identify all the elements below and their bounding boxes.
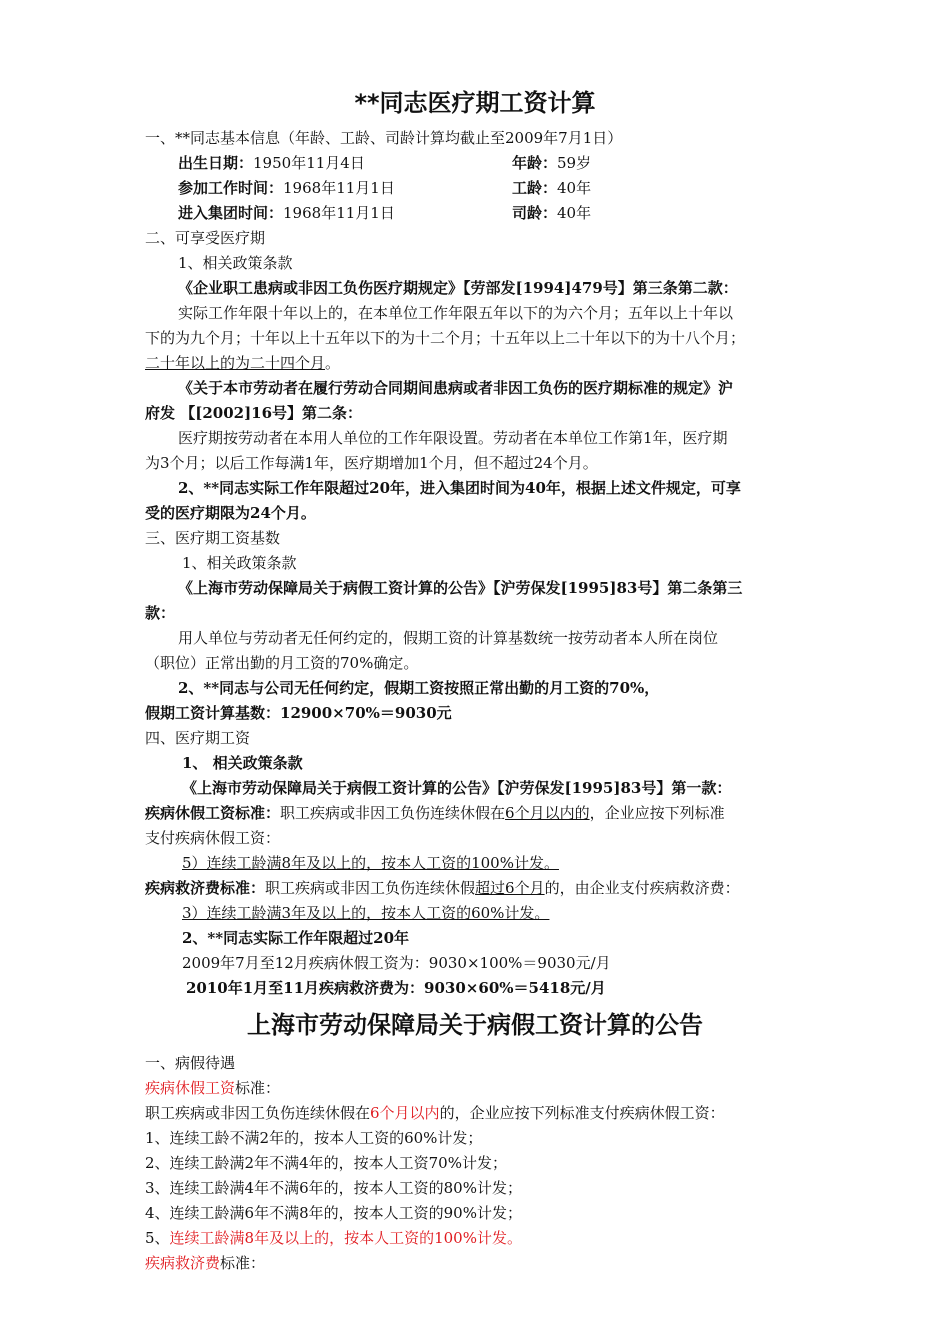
- underlined-text: 超过6个月: [475, 879, 545, 897]
- section-4-heading: 四、医疗期工资: [145, 729, 251, 747]
- info-work-years: [512, 178, 591, 198]
- highlight-text: 疾病休假工资: [145, 1079, 236, 1097]
- info-birth-date: [178, 153, 365, 173]
- policy-text: 支付疾病休假工资：: [145, 829, 281, 847]
- doc2-list-item: 2、连续工龄满2年不满4年的，按本人工资70%计发；: [145, 1154, 507, 1172]
- section-3-conclusion: 2、**同志与公司无任何约定，假期工资按照正常出勤的月工资的70%，: [178, 679, 660, 697]
- text-part: 职工疾病或非因工负伤连续休假在: [280, 804, 506, 822]
- info-value: 1950年11月4日: [253, 154, 365, 172]
- policy-text: 实际工作年限十年以上的，在本单位工作年限五年以下的为六个月；五年以上十年以: [178, 304, 734, 322]
- doc2-list-item: 4、连续工龄满6年不满8年的，按本人工资的90%计发；: [145, 1204, 522, 1222]
- policy-citation: 府发 【[2002]16号】第二条：: [145, 404, 363, 422]
- sick-leave-label: 疾病休假工资标准：: [145, 804, 281, 822]
- section-4-conclusion: 2、**同志实际工作年限超过20年: [182, 929, 410, 947]
- text-part: 的，由企业支付疾病救济费：: [544, 879, 740, 897]
- doc2-sick-standard: [145, 1078, 280, 1098]
- underlined-text: 二十年以上的为二十四个月: [145, 354, 326, 372]
- section-2-conclusion: 2、**同志实际工作年限超过20年，进入集团时间为40年，根据上述文件规定，可享: [178, 479, 741, 497]
- section-1-heading: 一、**同志基本信息（年龄、工龄、司龄计算均截止至2009年7月1日）: [145, 129, 623, 147]
- info-value: 1968年11月1日: [283, 179, 395, 197]
- policy-citation: 款：: [145, 604, 176, 622]
- policy-text: （职位）正常出勤的月工资的70%确定。: [145, 654, 419, 672]
- section-2-heading: 二、可享受医疗期: [145, 229, 266, 247]
- policy-citation: 《上海市劳动保障局关于病假工资计算的公告》【沪劳保发[1995]83号】第一款：: [182, 779, 732, 797]
- relief-standard: [145, 878, 740, 898]
- policy-text: 医疗期按劳动者在本用人单位的工作年限设置。劳动者在本单位工作第1年，医疗期: [178, 429, 728, 447]
- info-value: 1968年11月1日: [283, 204, 395, 222]
- info-label: 工龄：: [512, 179, 558, 197]
- info-value: 59岁: [557, 154, 592, 172]
- sick-leave-standard: [145, 803, 725, 823]
- calculation-line: 2010年1月至11月疾病救济费为：9030×60%＝5418元/月: [186, 979, 606, 997]
- doc2-list-item: 1、连续工龄不满2年的，按本人工资的60%计发；: [145, 1129, 483, 1147]
- info-join-group: [178, 203, 395, 223]
- relief-label: 疾病救济费标准：: [145, 879, 266, 897]
- text-part: 标准：: [235, 1079, 281, 1097]
- text-part: 职工疾病或非因工负伤连续休假在: [145, 1104, 371, 1122]
- base-calculation: 假期工资计算基数：12900×70%＝9030元: [145, 704, 452, 722]
- info-label: 进入集团时间：: [178, 204, 284, 222]
- underlined-text: 6个月以内的: [505, 804, 590, 822]
- text-part: ，企业应按下列标准: [589, 804, 725, 822]
- policy-citation: 《上海市劳动保障局关于病假工资计算的公告》【沪劳保发[1995]83号】第二条第三: [178, 579, 743, 597]
- policy-text: 用人单位与劳动者无任何约定的，假期工资的计算基数统一按劳动者本人所在岗位: [178, 629, 719, 647]
- text-part: 的，企业应按下列标准支付疾病休假工资：: [439, 1104, 725, 1122]
- info-work-start: [178, 178, 395, 198]
- info-label: 参加工作时间：: [178, 179, 284, 197]
- punctuation: 。: [325, 354, 341, 372]
- section-2-sub-1: 1、相关政策条款: [178, 254, 293, 272]
- text-part: 标准：: [220, 1254, 266, 1272]
- policy-citation: 《企业职工患病或非因工负伤医疗期规定》【劳部发[1994]479号】第三条第二款：: [178, 279, 738, 297]
- sick-leave-item: 5）连续工龄满8年及以上的，按本人工资的100%计发。: [182, 854, 559, 872]
- doc2-title: 上海市劳动保障局关于病假工资计算的公告: [247, 1011, 703, 1039]
- info-value: 40年: [557, 179, 592, 197]
- policy-text: 为3个月；以后工作每满1年，医疗期增加1个月，但不超过24个月。: [145, 454, 598, 472]
- info-label: 出生日期：: [178, 154, 254, 172]
- doc2-list-item: [145, 1228, 522, 1248]
- policy-text: [145, 353, 340, 373]
- section-4-sub-1: 1、 相关政策条款: [182, 754, 303, 772]
- text-part: 5、: [145, 1229, 170, 1247]
- info-label: 司龄：: [512, 204, 558, 222]
- info-value: 40年: [557, 204, 592, 222]
- section-3-sub-1: 1、相关政策条款: [182, 554, 297, 572]
- section-3-heading: 三、医疗期工资基数: [145, 529, 281, 547]
- relief-item: 3）连续工龄满3年及以上的，按本人工资的60%计发。: [182, 904, 550, 922]
- text-part: 职工疾病或非因工负伤连续休假: [265, 879, 476, 897]
- doc2-list-item: 3、连续工龄满4年不满6年的，按本人工资的80%计发；: [145, 1179, 522, 1197]
- doc2-intro: [145, 1103, 725, 1123]
- doc2-relief-standard: [145, 1253, 265, 1273]
- highlight-text: 6个月以内: [370, 1104, 440, 1122]
- highlight-text: 连续工龄满8年及以上的，按本人工资的100%计发。: [169, 1229, 522, 1247]
- doc1-title: **同志医疗期工资计算: [354, 89, 596, 117]
- info-label: 年龄：: [512, 154, 558, 172]
- info-age: [512, 153, 591, 173]
- calculation-line: 2009年7月至12月疾病休假工资为：9030×100%＝9030元/月: [182, 954, 611, 972]
- policy-citation: 《关于本市劳动者在履行劳动合同期间患病或者非因工负伤的医疗期标准的规定》沪: [178, 379, 734, 397]
- doc2-section-1: 一、病假待遇: [145, 1054, 236, 1072]
- highlight-text: 疾病救济费: [145, 1254, 221, 1272]
- section-2-conclusion: 受的医疗期限为24个月。: [145, 504, 316, 522]
- info-company-years: [512, 203, 591, 223]
- policy-text: 下的为九个月；十年以上十五年以下的为十二个月；十五年以上二十年以下的为十八个月；: [145, 329, 746, 347]
